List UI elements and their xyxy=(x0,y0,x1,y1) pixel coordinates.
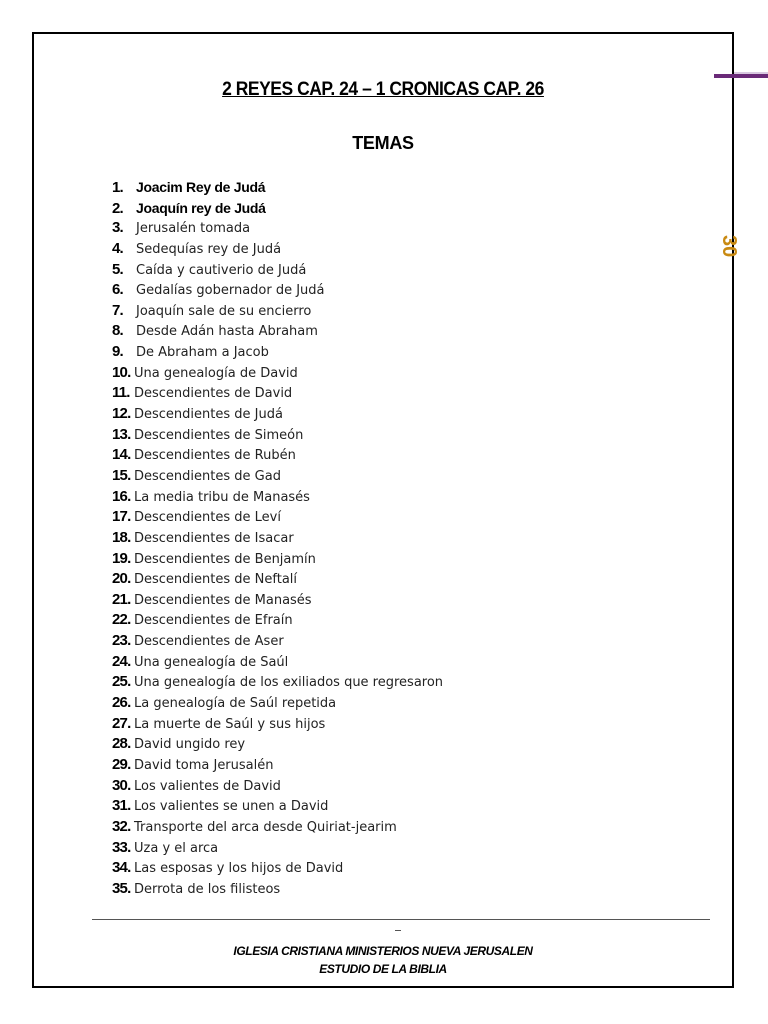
topic-number: 22. xyxy=(112,611,131,629)
topic-number: 17. xyxy=(112,508,131,526)
topic-number: 9. xyxy=(112,343,123,361)
topic-number: 14. xyxy=(112,446,131,464)
topic-number: 16. xyxy=(112,487,131,505)
topic-list xyxy=(112,177,443,899)
topic-text: Joaquín sale de su encierro xyxy=(136,303,312,319)
topic-number: 20. xyxy=(112,570,131,588)
topic-number: 13. xyxy=(112,425,131,443)
topic-number: 34. xyxy=(112,859,131,877)
topic-item xyxy=(112,487,443,508)
topic-text: Sedequías rey de Judá xyxy=(136,241,282,257)
topic-text: Caída y cautiverio de Judá xyxy=(136,262,307,278)
topic-text: Los valientes de David xyxy=(134,778,281,794)
topic-text: Descendientes de Manasés xyxy=(134,592,312,608)
topic-item xyxy=(112,445,443,466)
topic-item xyxy=(112,755,443,776)
topic-number: 28. xyxy=(112,735,131,753)
topic-text: Descendientes de David xyxy=(134,386,293,402)
topic-item xyxy=(112,610,443,631)
topic-text: Descendientes de Benjamín xyxy=(134,551,316,567)
topic-number: 21. xyxy=(112,590,131,608)
topic-text: La media tribu de Manasés xyxy=(134,489,310,505)
topic-item xyxy=(112,879,443,900)
topic-number: 5. xyxy=(112,260,123,278)
topic-item xyxy=(112,198,443,219)
topic-text: Descendientes de Aser xyxy=(134,634,284,650)
topic-text: La muerte de Saúl y sus hijos xyxy=(134,716,326,732)
topic-text: De Abraham a Jacob xyxy=(136,345,269,361)
topic-text: David toma Jerusalén xyxy=(134,757,274,773)
topic-item xyxy=(112,280,443,301)
topic-text: Desde Adán hasta Abraham xyxy=(136,324,318,340)
topic-text: Jerusalén tomada xyxy=(136,221,251,237)
topic-text: David ungido rey xyxy=(134,737,246,753)
topic-item xyxy=(112,218,443,239)
topic-item xyxy=(112,714,443,735)
topic-number: 29. xyxy=(112,755,131,773)
topic-item xyxy=(112,342,443,363)
edge-tab-accent xyxy=(714,74,768,78)
topic-item xyxy=(112,177,443,198)
topic-item xyxy=(112,425,443,446)
topic-number: 2. xyxy=(112,199,123,217)
topic-number: 18. xyxy=(112,528,131,546)
topic-item xyxy=(112,569,443,590)
topic-item xyxy=(112,776,443,797)
topic-item xyxy=(112,693,443,714)
topic-number: 30. xyxy=(112,776,131,794)
topic-item xyxy=(112,239,443,260)
footer-church-name: IGLESIA CRISTIANA MINISTERIOS NUEVA JERUSALEN xyxy=(233,944,533,958)
topic-number: 12. xyxy=(112,405,131,423)
topic-number: 35. xyxy=(112,879,131,897)
topic-text: Descendientes de Neftalí xyxy=(134,572,298,588)
topic-number: 24. xyxy=(112,652,131,670)
topic-number: 19. xyxy=(112,549,131,567)
topic-text: Descendientes de Gad xyxy=(134,468,281,484)
topic-number: 6. xyxy=(112,281,123,299)
topic-text: Las esposas y los hijos de David xyxy=(134,861,344,877)
topic-item xyxy=(112,383,443,404)
topic-item xyxy=(112,321,443,342)
topic-text: Joaquín rey de Judá xyxy=(136,199,266,216)
topic-item xyxy=(112,631,443,652)
topic-number: 8. xyxy=(112,322,123,340)
topic-text: Derrota de los filisteos xyxy=(134,881,281,897)
topic-text: Descendientes de Simeón xyxy=(134,427,304,443)
topic-item xyxy=(112,817,443,838)
topic-item xyxy=(112,734,443,755)
topic-item xyxy=(112,528,443,549)
topic-number: 25. xyxy=(112,673,131,691)
topic-item xyxy=(112,796,443,817)
topic-text: Joacim Rey de Judá xyxy=(136,179,266,195)
document-title: 2 REYES CAP. 24 – 1 CRONICAS CAP. 26 xyxy=(222,79,544,100)
topic-item xyxy=(112,466,443,487)
footer-dash xyxy=(395,930,401,931)
topic-number: 15. xyxy=(112,466,131,484)
topic-number: 7. xyxy=(112,301,123,319)
topic-item xyxy=(112,260,443,281)
topic-number: 32. xyxy=(112,817,131,835)
topic-text: Gedalías gobernador de Judá xyxy=(136,283,325,299)
topic-item xyxy=(112,672,443,693)
topic-item xyxy=(112,590,443,611)
topic-text: Descendientes de Judá xyxy=(134,407,283,423)
topic-text: Descendientes de Efraín xyxy=(134,613,293,629)
topic-number: 11. xyxy=(112,384,130,402)
topic-text: Descendientes de Leví xyxy=(134,510,281,526)
topic-text: Una genealogía de David xyxy=(134,365,298,381)
topic-item xyxy=(112,301,443,322)
topic-item xyxy=(112,363,443,384)
topic-item xyxy=(112,858,443,879)
topic-text: La genealogía de Saúl repetida xyxy=(134,696,337,712)
topic-text: Una genealogía de los exiliados que regresaron xyxy=(134,675,444,691)
topic-number: 4. xyxy=(112,239,123,257)
topic-item xyxy=(112,507,443,528)
topic-number: 10. xyxy=(112,363,131,381)
footer-study-name: ESTUDIO DE LA BIBLIA xyxy=(319,962,447,976)
topic-item xyxy=(112,404,443,425)
topic-number: 27. xyxy=(112,714,131,732)
section-heading: TEMAS xyxy=(352,133,414,153)
topic-number: 3. xyxy=(112,219,123,237)
topic-item xyxy=(112,838,443,859)
topic-item xyxy=(112,549,443,570)
topic-text: Una genealogía de Saúl xyxy=(134,654,289,670)
topic-number: 23. xyxy=(112,632,131,650)
topic-number: 33. xyxy=(112,838,131,856)
topic-text: Descendientes de Isacar xyxy=(134,530,294,546)
topic-item xyxy=(112,652,443,673)
page-frame xyxy=(32,32,734,988)
topic-number: 31. xyxy=(112,797,131,815)
page-number: 30 xyxy=(718,235,740,258)
topic-text: Los valientes se unen a David xyxy=(134,799,329,815)
topic-text: Uza y el arca xyxy=(134,840,219,856)
topic-number: 26. xyxy=(112,694,131,712)
topic-text: Transporte del arca desde Quiriat-jearim xyxy=(134,819,397,835)
topic-text: Descendientes de Rubén xyxy=(134,448,296,464)
footer-divider xyxy=(92,919,710,920)
topic-number: 1. xyxy=(112,179,123,196)
